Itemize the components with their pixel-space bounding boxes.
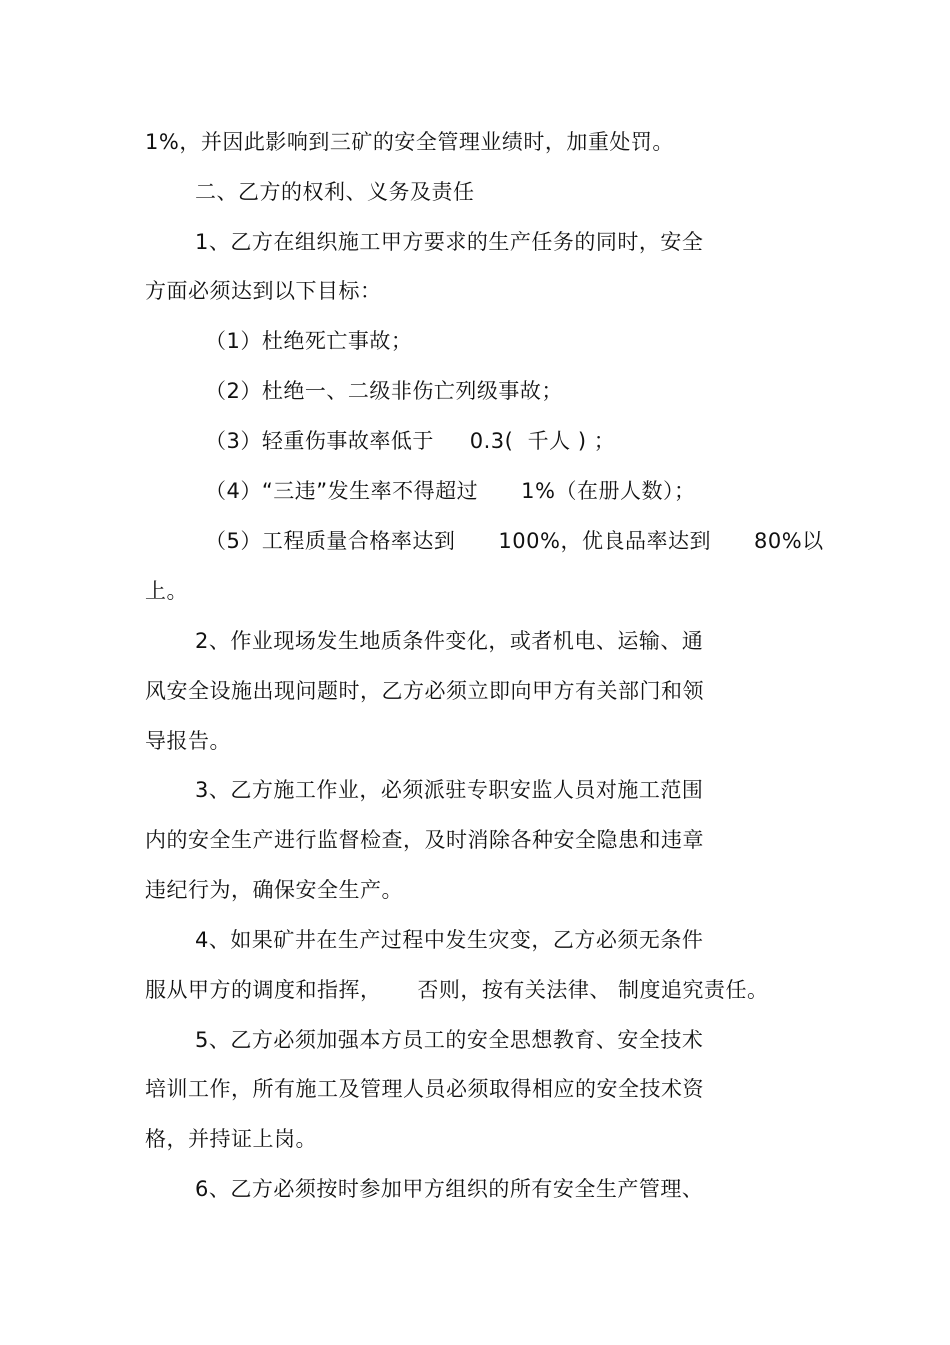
list-item: （2）杜绝一、二级非伤亡列级事故； [205,379,563,403]
text-line: 4、如果矿井在生产过程中发生灾变，乙方必须无条件 [195,928,704,952]
text-line: 风安全设施出现问题时，乙方必须立即向甲方有关部门和领 [145,679,704,703]
list-item: （3）轻重伤事故率低于 0.3( 千人 ) ； [205,429,616,453]
text-line: 3、乙方施工作业，必须派驻专职安监人员对施工范围 [195,778,704,802]
text-line: 方面必须达到以下目标： [145,279,382,303]
text-line: 5、乙方必须加强本方员工的安全思想教育、安全技术 [195,1028,704,1052]
text-line: 1%，并因此影响到三矿的安全管理业绩时，加重处罚。 [145,130,674,154]
text-line: 违纪行为，确保安全生产。 [145,878,403,902]
text-line: 6、乙方必须按时参加甲方组织的所有安全生产管理、 [195,1177,704,1201]
text-line: 上。 [145,579,188,603]
text-line: 导报告。 [145,729,231,753]
list-item: （1）杜绝死亡事故； [205,329,413,353]
text-line: 格，并持证上岗。 [145,1127,317,1151]
text-line: 1、乙方在组织施工甲方要求的生产任务的同时，安全 [195,230,704,254]
section-heading: 二、乙方的权利、义务及责任 [195,180,475,204]
text-line: 服从甲方的调度和指挥， 否则，按有关法律、 制度追究责任。 [145,978,769,1002]
text-line: 2、作业现场发生地质条件变化，或者机电、运输、通 [195,629,704,653]
text-line: 培训工作，所有施工及管理人员必须取得相应的安全技术资 [145,1077,704,1101]
list-item: （5）工程质量合格率达到 100%，优良品率达到 80%以 [205,529,824,553]
list-item: （4）“三违”发生率不得超过 1%（在册人数）； [205,479,696,503]
text-line: 内的安全生产进行监督检查，及时消除各种安全隐患和违章 [145,828,704,852]
